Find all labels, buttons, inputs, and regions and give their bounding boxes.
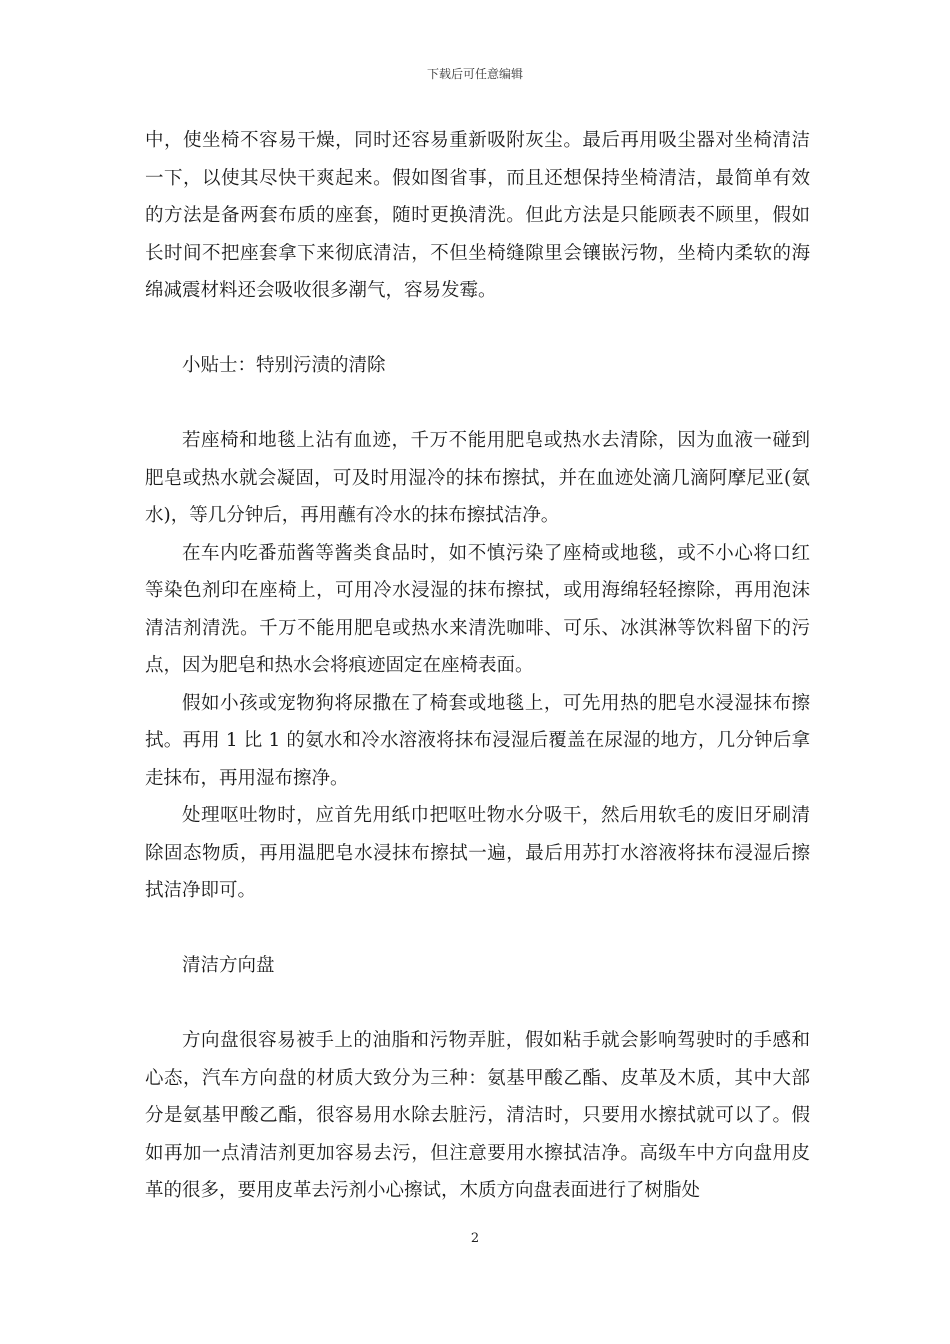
blank-line: [145, 385, 810, 423]
intro-paragraph: 中，使坐椅不容易干燥，同时还容易重新吸附灰尘。最后再用吸尘器对坐椅清洁一下，以使其尽快干爽起来。假如图省事，而且还想保持坐椅清洁，最简单有效的方法是备两套布质的座套，随时更换清洗。但此方法是只能顾表不顾里，假如长时间不把座套拿下来彻底清洁，不但坐椅缝隙里会镶嵌污物，坐椅内柔软的海绵减震材料还会吸收很多潮气，容易发霉。: [145, 130, 810, 301]
blank-line: [145, 310, 810, 348]
page-number: 2: [470, 1231, 480, 1246]
tip-paragraph-urine: 假如小孩或宠物狗将尿撒在了椅套或地毯上，可先用热的肥皂水浸湿抹布擦拭。再用 1 比 1 的氨水和冷水溶液将抹布浸湿后覆盖在尿湿的地方，几分钟后拿走抹布，再用湿布擦净。: [145, 692, 810, 789]
blank-line: [145, 910, 810, 948]
tip-paragraph-blood: 若座椅和地毯上沾有血迹，千万不能用肥皂或热水去清除，因为血液一碰到肥皂或热水就会凝固，可及时用湿冷的抹布擦拭，并在血迹处滴几滴阿摩尼亚(氨水)，等几分钟后，再用蘸有冷水的抹布擦拭洁净。: [145, 430, 810, 526]
blank-line: [145, 985, 810, 1023]
steering-paragraph: 方向盘很容易被手上的油脂和污物弄脏，假如粘手就会影响驾驶时的手感和心态，汽车方向盘的材质大致分为三种：氨基甲酸乙酯、皮革及木质，其中大部分是氨基甲酸乙酯，很容易用水除去脏污，清洁时，只要用水擦拭就可以了。假如再加一点清洁剂更加容易去污，但注意要用水擦拭洁净。高级车中方向盘用皮革的很多，要用皮革去污剂小心擦试，木质方向盘表面进行了树脂处: [145, 1030, 810, 1201]
page-header: 下载后可任意编辑: [426, 67, 523, 81]
tips-heading: 小贴士：特别污渍的清除: [182, 355, 386, 376]
tip-paragraph-sauce: 在车内吃番茄酱等酱类食品时，如不慎污染了座椅或地毯，或不小心将口红等染色剂印在座椅上，可用冷水浸湿的抹布擦拭，或用海绵轻轻擦除，再用泡沫清洁剂清洗。千万不能用肥皂或热水来清洗咖啡、可乐、冰淇淋等饮料留下的污点，因为肥皂和热水会将痕迹固定在座椅表面。: [145, 542, 810, 676]
document-body: [145, 122, 810, 1210]
steering-heading: 清洁方向盘: [182, 955, 275, 976]
tip-paragraph-vomit: 处理呕吐物时，应首先用纸巾把呕吐物水分吸干，然后用软毛的废旧牙刷清除固态物质，再用温肥皂水浸抹布擦拭一遍，最后用苏打水溶液将抹布浸湿后擦拭洁净即可。: [145, 805, 810, 901]
